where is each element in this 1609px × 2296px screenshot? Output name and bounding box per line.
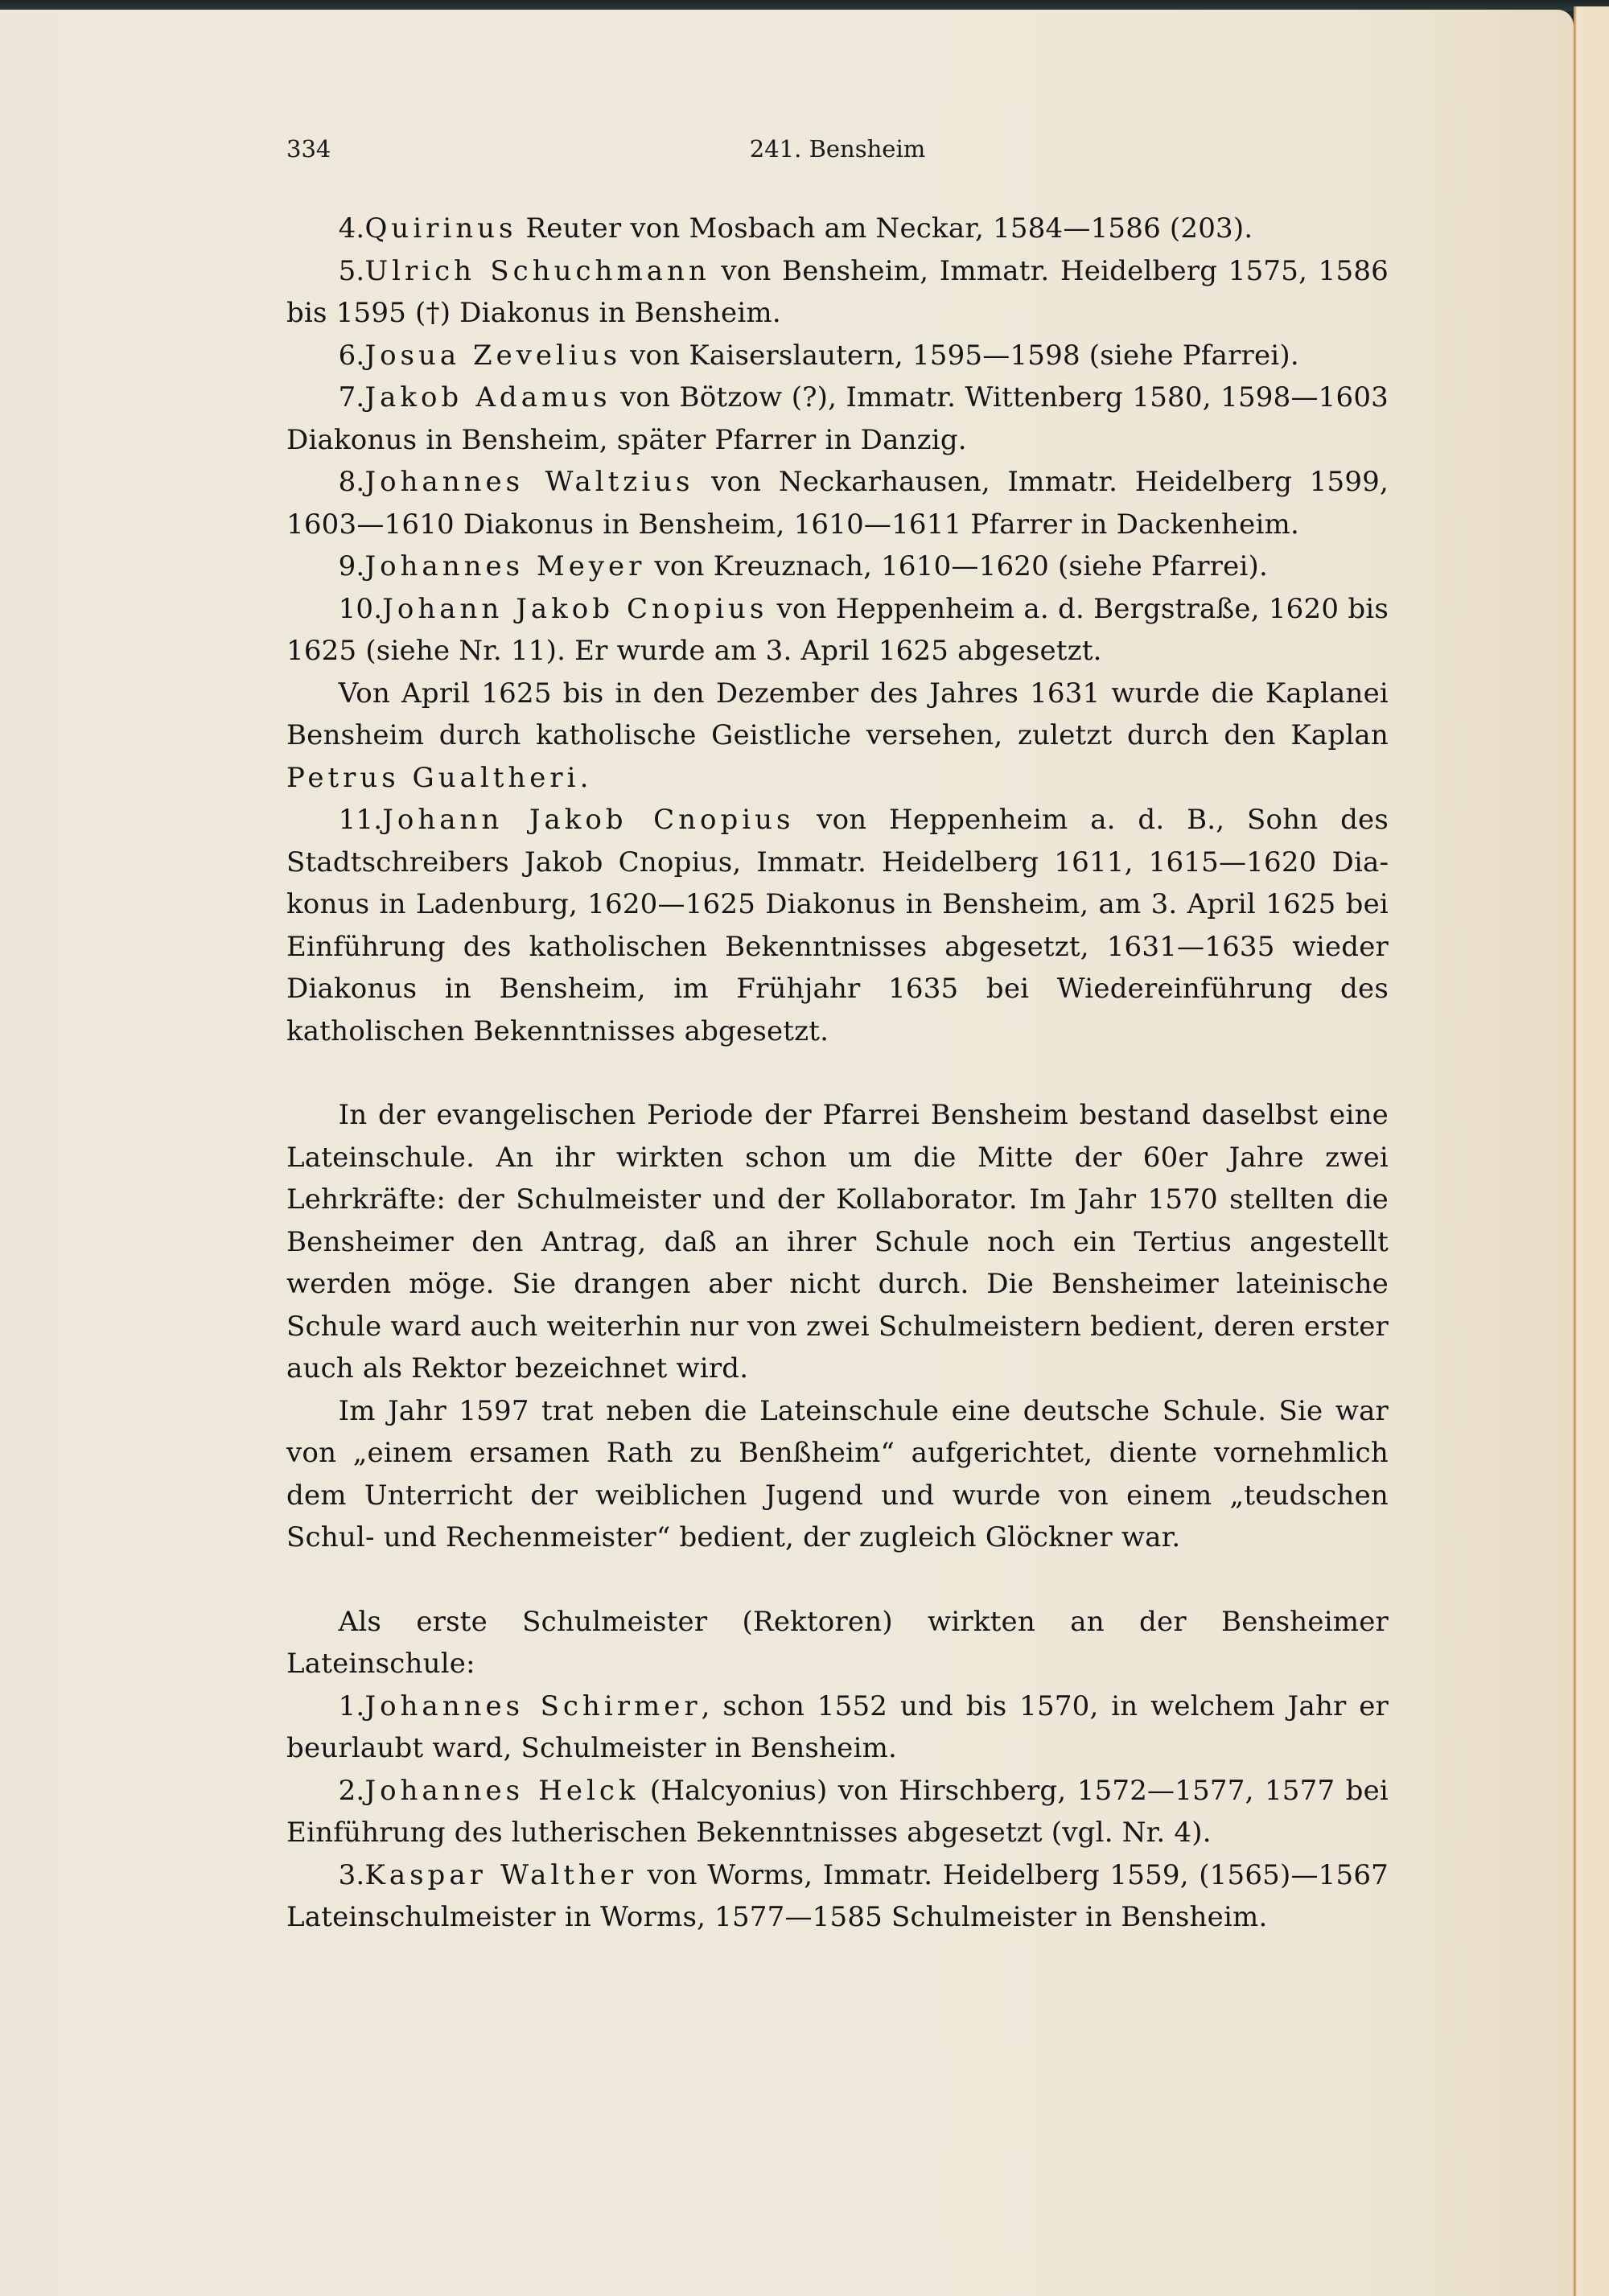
- person-name: Kaspar Walther: [364, 1858, 638, 1891]
- person-name: Johannes Schirmer: [364, 1689, 702, 1722]
- running-head: 241. Bensheim: [749, 135, 926, 163]
- interlude-paragraph: Von April 1625 bis in den Dezember des Jahres 1631 wurde die Kaplanei Bensheim durch katholische Geistliche versehen, zuletzt durch den Kaplan Petrus Gualtheri.: [286, 677, 1389, 794]
- person-name: Jakob Adamus: [364, 381, 611, 414]
- person-name: Johann Jakob Cnopius: [382, 592, 768, 625]
- schulmeister-intro: Als erste Schulmeister (Rektoren) wirkten an der Bensheimer Lateinschule:: [286, 1605, 1389, 1680]
- entry-5: 5.Ulrich Schuchmann von Bensheim, Immatr. Heidelberg 1575, 1586 bis 1595 (†) Diakonus in Bensheim.: [286, 254, 1389, 329]
- entry-11: 11.Johann Jakob Cnopius von Heppenheim a. d. B., Sohn des Stadtschreibers Jakob Cnopius, Immatr. Heidelberg 1611, 1615—1620 Diakonus in Ladenburg, 1620—1625 Diakonus in Bensheim, am 3. April 1625 bei Einführung des katholischen Bekenntnisses abgesetzt, 1631—1635 wieder Diakonus in Bensheim, im Frühjahr 1635 bei Wiedereinführung des katholischen Bekenntnisses abgesetzt.: [286, 804, 1389, 1047]
- entry-9: 9.Johannes Meyer von Kreuznach, 1610—1620 (siehe Pfarrei).: [338, 550, 1269, 582]
- entry-8: 8.Johannes Waltzius von Neckarhausen, Immatr. Heidelberg 1599, 1603—1610 Diakonus in Bensheim, 1610—1611 Pfarrer in Dackenheim.: [286, 466, 1389, 541]
- page-number: 334: [286, 135, 331, 163]
- schulmeister-entry-2: 2.Johannes Helck (Halcyonius) von Hirschberg, 1572—1577, 1577 bei Einführung des lutherischen Bekenntnisses abgesetzt (vgl. Nr. 4).: [286, 1774, 1389, 1849]
- page-header: [286, 135, 1389, 167]
- schulmeister-entry-1: 1.Johannes Schirmer, schon 1552 und bis 1570, in welchem Jahr er beurlaubt ward, Schulmeister in Bensheim.: [286, 1689, 1389, 1764]
- entry-7: 7.Jakob Adamus von Bötzow (?), Immatr. Wittenberg 1580, 1598—1603 Diakonus in Bensheim, später Pfarrer in Danzig.: [286, 381, 1389, 456]
- page-body: [286, 208, 1389, 1939]
- entry-6: 6.Josua Zevelius von Kaiserslautern, 1595—1598 (siehe Pfarrei).: [338, 339, 1299, 372]
- entry-4: 4.Quirinus Reuter von Mosbach am Neckar, 1584—1586 (203).: [338, 212, 1253, 245]
- school-paragraph-1: In der evangelischen Periode der Pfarrei Bensheim bestand daselbst eine Lateinschule. An ihr wirkten schon um die Mitte der 60er Jahre zwei Lehrkräfte: der Schulmeister und der Kollaborator. Im Jahr 1570 stellten die Bensheimer den Antrag, daß an ihrer Schule noch ein Tertius angestellt werden möge. Sie drangen aber nicht durch. Die Bensheimer lateinische Schule ward auch weiterhin nur von zwei Schulmeistern bedient, deren erster auch als Rektor bezeichnet wird.: [286, 1099, 1389, 1385]
- school-paragraph-2: Im Jahr 1597 trat neben die Lateinschule eine deutsche Schule. Sie war von „einem ersamen Rath zu Benßheim“ aufgerichtet, diente vornehmlich dem Unterricht der weiblichen Jugend und wurde von einem „teudschen Schul- und Rechenmeister“ bedient, der zugleich Glöckner war.: [286, 1394, 1389, 1553]
- person-name: Josua Zevelius: [364, 339, 622, 372]
- person-name: Johann Jakob Cnopius: [382, 804, 795, 836]
- person-name: Quirinus: [364, 212, 517, 245]
- person-name: Ulrich Schuchmann: [364, 254, 710, 287]
- person-name: Johannes Waltzius: [364, 466, 694, 498]
- person-name: Johannes Helck: [364, 1774, 640, 1807]
- person-name: Petrus Gualtheri: [286, 761, 580, 794]
- section-gap: [286, 1052, 1389, 1094]
- schulmeister-entry-3: 3.Kaspar Walther von Worms, Immatr. Heidelberg 1559, (1565)—1567 Lateinschulmeister in Worms, 1577—1585 Schulmeister in Bensheim.: [286, 1858, 1389, 1933]
- adjacent-page-edge: [1574, 6, 1609, 2296]
- entry-10: 10.Johann Jakob Cnopius von Heppenheim a. d. Bergstraße, 1620 bis 1625 (siehe Nr. 11). Er wurde am 3. April 1625 abgesetzt.: [286, 592, 1389, 667]
- person-name: Johannes Meyer: [364, 550, 646, 582]
- section-gap: [286, 1559, 1389, 1601]
